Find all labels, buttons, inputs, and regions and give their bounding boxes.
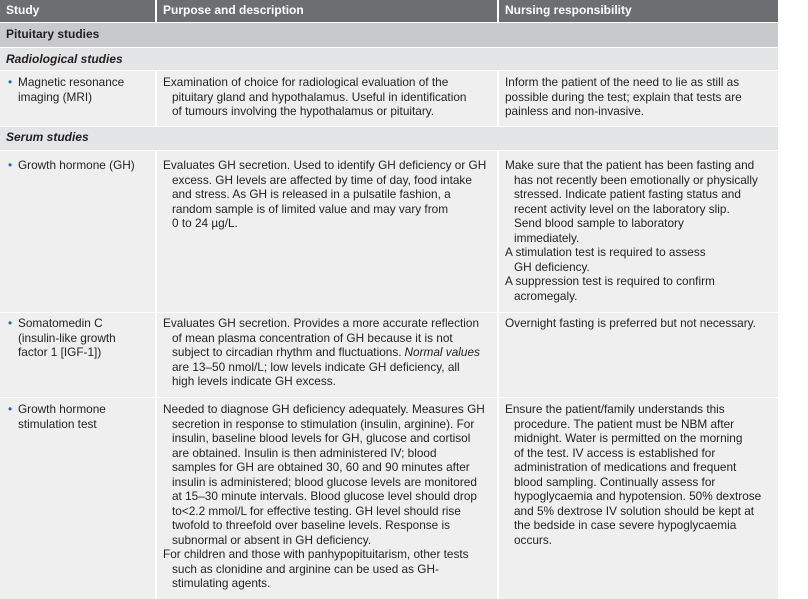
study-cell: [0, 71, 155, 126]
nursing-line: has not recently been emotionally or physically: [514, 172, 758, 187]
purpose-line: [163, 345, 497, 360]
study-line: [0, 402, 155, 417]
purpose-line: Needed to diagnose GH deficiency adequately. Measures GH: [163, 402, 485, 416]
purpose-line: are 13–50 nmol/L; low levels indicate GH deficiency, all: [172, 359, 460, 374]
nursing-cell: [499, 151, 778, 312]
nursing-line: A stimulation test is required to assess: [505, 245, 706, 259]
purpose-text: subject to circadian rhythm and fluctuations.: [172, 345, 402, 359]
nursing-cell: [499, 313, 778, 397]
nursing-line: Overnight fasting is preferred but not necessary.: [505, 316, 756, 330]
nursing-line: hypoglycaemia and hypotension. 50% dextrose: [514, 489, 762, 503]
purpose-line: and stress. As GH is released in a pulsatile fashion, a: [172, 187, 451, 201]
nursing-line: occurs.: [514, 532, 553, 547]
nursing-line: blood sampling. Continually assess for: [514, 474, 716, 489]
header-nursing: Nursing responsibility: [499, 0, 778, 22]
study-text: Growth hormone (GH): [18, 158, 135, 172]
purpose-cell: [157, 313, 497, 397]
subsection-title-radiological: [0, 48, 778, 70]
study-line: stimulation test: [18, 416, 97, 431]
normal-values-label: Normal values: [404, 345, 480, 359]
study-text: Magnetic resonance: [18, 75, 125, 89]
nursing-line: Send blood sample to laboratory: [514, 216, 684, 230]
table-row-mri: [0, 71, 778, 126]
bullet-icon: •: [8, 158, 13, 172]
purpose-line: of mean plasma concentration of GH because it is not: [172, 330, 453, 345]
bullet-icon: •: [8, 402, 13, 416]
nursing-line: midnight. Water is permitted on the morning: [514, 431, 743, 445]
header-purpose: Purpose and description: [157, 0, 497, 22]
section-title-text: Pituitary studies: [6, 27, 100, 41]
purpose-line: For children and those with panhypopituitarism, other tests: [163, 547, 469, 561]
nursing-line: of the test. IV access is established for: [514, 445, 716, 460]
purpose-line: subnormal or absent in GH deficiency.: [172, 532, 372, 547]
purpose-line: random sample is of limited value and may vary from: [172, 201, 449, 216]
nursing-line: painless and non-invasive.: [505, 104, 645, 118]
purpose-line: excess. GH levels are affected by time of day, food intake: [172, 172, 472, 187]
purpose-line: to<2.2 mmol/L for effective testing. GH level should rise: [172, 503, 461, 518]
nursing-cell: [499, 71, 778, 126]
purpose-line: secretion in response to stimulation (insulin, arginine). For: [172, 416, 475, 431]
nursing-line: administration of medications and frequent: [514, 460, 737, 474]
purpose-cell: [157, 398, 497, 599]
purpose-line: insulin, baseline blood levels for GH, glucose and cortisol: [172, 431, 471, 445]
subsection-title-text: Radiological studies: [6, 52, 123, 66]
nursing-line: Make sure that the patient has been fasting and: [505, 158, 755, 172]
study-text: Somatomedin C: [18, 316, 103, 330]
purpose-line: Evaluates GH secretion. Used to identify GH deficiency or GH: [163, 158, 487, 172]
purpose-line: such as clonidine and arginine can be used as GH-: [172, 561, 439, 576]
study-cell: [0, 151, 155, 312]
nursing-cell: [499, 398, 778, 599]
nursing-line: recent activity level on the laboratory slip.: [514, 201, 730, 216]
study-line: [0, 75, 155, 90]
purpose-line: at 15–30 minute intervals. Blood glucose level should drop: [172, 489, 477, 503]
purpose-line: samples for GH are obtained 30, 60 and 90 minutes after: [172, 460, 470, 474]
table-header-row: [0, 0, 778, 22]
header-study: Study: [0, 0, 155, 22]
table-row-growth-hormone: [0, 151, 778, 312]
nursing-line: procedure. The patient must be NBM after: [514, 416, 735, 431]
study-cell: [0, 398, 155, 599]
study-cell: [0, 313, 155, 397]
section-title-pituitary: [0, 23, 778, 47]
purpose-line: high levels indicate GH excess.: [172, 374, 336, 388]
purpose-line: pituitary gland and hypothalamus. Useful in identification: [172, 89, 467, 104]
nursing-line: A suppression test is required to confirm: [505, 274, 715, 288]
nursing-line: possible during the test; explain that tests are: [505, 89, 742, 104]
bullet-icon: •: [8, 75, 13, 89]
bullet-icon: •: [8, 316, 13, 330]
purpose-line: Evaluates GH secretion. Provides a more accurate reflection: [163, 316, 480, 330]
purpose-line: 0 to 24 µg/L.: [172, 216, 238, 230]
purpose-line: insulin is administered; blood glucose levels are monitored: [172, 474, 477, 489]
purpose-line: twofold to threefold over baseline levels. Response is: [172, 518, 451, 532]
purpose-line: stimulating agents.: [172, 576, 271, 590]
study-line: [0, 158, 155, 173]
nursing-line: and 5% dextrose IV solution should be kept at: [514, 503, 755, 518]
subsection-title-serum: [0, 127, 778, 150]
study-line: imaging (MRI): [18, 89, 93, 104]
purpose-cell: [157, 151, 497, 312]
study-line: factor 1 [IGF-1]): [18, 345, 102, 359]
purpose-line: Examination of choice for radiological evaluation of the: [163, 75, 449, 89]
study-text: Growth hormone: [18, 402, 106, 416]
table-row-somatomedin-c: [0, 313, 778, 397]
nursing-line: acromegaly.: [514, 288, 578, 303]
nursing-line: stressed. Indicate patient fasting status and: [514, 187, 741, 201]
purpose-line: of tumours involving the hypothalamus or pituitary.: [172, 104, 435, 118]
purpose-cell: [157, 71, 497, 126]
table-row-gh-stimulation-test: [0, 398, 778, 599]
nursing-line: immediately.: [514, 230, 580, 245]
study-line: [0, 316, 155, 331]
nursing-line: GH deficiency.: [514, 259, 590, 274]
nursing-line: the bedside in case severe hypoglycaemia: [514, 518, 737, 532]
nursing-line: Ensure the patient/family understands this: [505, 402, 725, 416]
study-line: (insulin-like growth: [18, 330, 116, 345]
subsection-title-text: Serum studies: [6, 130, 89, 144]
purpose-line: are obtained. Insulin is then administered IV; blood: [172, 445, 437, 460]
nursing-line: Inform the patient of the need to lie as still as: [505, 75, 740, 89]
